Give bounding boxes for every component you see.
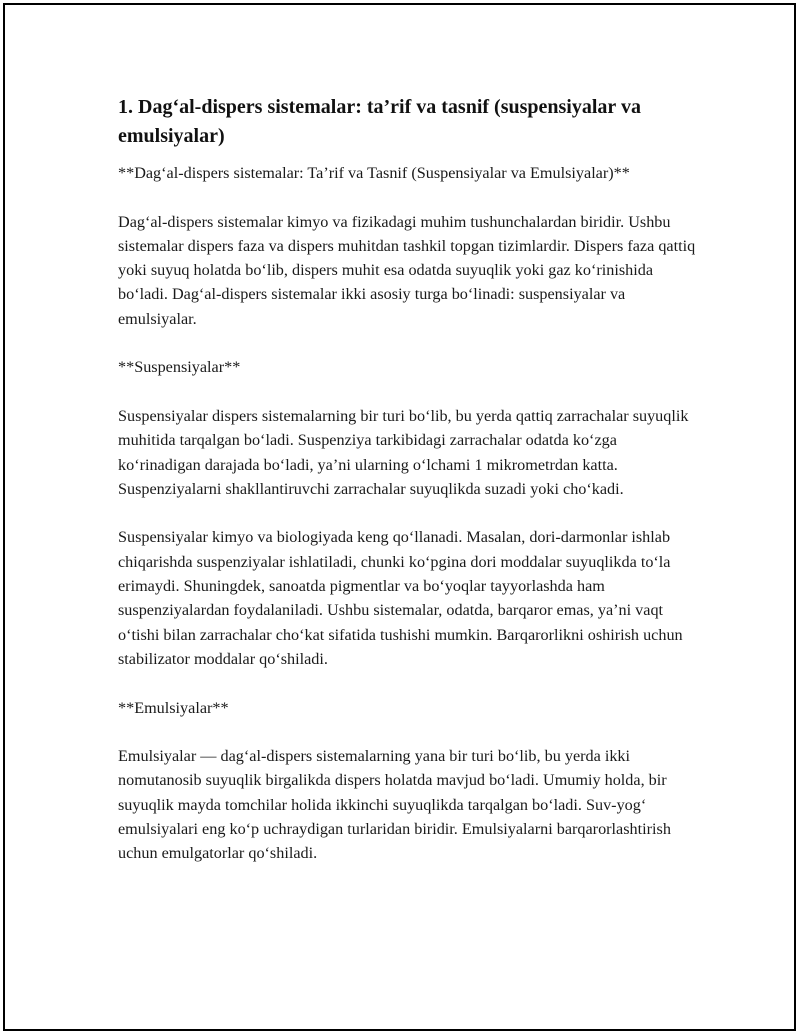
suspensions-definition-paragraph: Suspensiyalar dispers sistemalarning bir turi bo‘lib, bu yerda qattiq zarrachalar suyuqlik muhitida tarqalgan bo‘ladi. Suspenziya tarkibidagi zarrachalar odatda ko‘zga ko‘rinadigan darajada bo‘ladi, ya’ni ularning o‘lchami 1 mikrometrdan katta. Suspenziyalarni shakllantiruvchi zarrachalar suyuqlikda suzadi yoki cho‘kadi. [118, 406, 689, 498]
document-title: 1. Dag‘al-dispers sistemalar: ta’rif va tasnif (suspensiyalar va emulsiyalar) [118, 96, 641, 147]
section-heading-emulsions: **Emulsiyalar** [118, 698, 229, 717]
intro-paragraph: Dag‘al-dispers sistemalar kimyo va fizikadagi muhim tushunchalardan biridir. Ushbu sistemalar dispers faza va dispers muhitdan tashkil topgan tizimlardir. Dispers faza qattiq yoki suyuq holatda bo‘lib, dispers muhit esa odatda suyuqlik yoki gaz ko‘rinishida bo‘ladi. Dag‘al-dispers sistemalar ikki asosiy turga bo‘linadi: suspensiyalar va emulsiyalar. [118, 212, 696, 328]
emulsions-definition-paragraph: Emulsiyalar — dag‘al-dispers sistemalarning yana bir turi bo‘lib, bu yerda ikki nomutanosib suyuqlik birgalikda dispers holatda mavjud bo‘ladi. Umumiy holda, bir suyuqlik mayda tomchilar holida ikkinchi suyuqlikda tarqalgan bo‘ladi. Suv-yog‘ emulsiyalari eng ko‘p uchraydigan turlaridan biridir. Emulsiyalarni barqarorlashtirish uchun emulgatorlar qo‘shiladi. [118, 747, 671, 863]
subtitle-paragraph: **Dag‘al-dispers sistemalar: Ta’rif va Tasnif (Suspensiyalar va Emulsiyalar)** [118, 164, 630, 182]
suspensions-usage-paragraph: Suspensiyalar kimyo va biologiyada keng qo‘llanadi. Masalan, dori-darmonlar ishlab chiqarishda suspenziyalar ishlatiladi, chunki ko‘pgina dori moddalar suyuqlikda to‘la erimaydi. Shuningdek, sanoatda pigmentlar va bo‘yoqlar tayyorlashda ham suspenziyalardan foydalaniladi. Ushbu sistemalar, odatda, barqaror emas, ya’ni vaqt o‘tishi bilan zarrachalar cho‘kat sifatida tushishi mumkin. Barqarorlikni oshirish uchun stabilizator moddalar qo‘shiladi. [118, 528, 683, 668]
document-body [118, 93, 698, 890]
section-heading-suspensions: **Suspensiyalar** [118, 358, 241, 377]
